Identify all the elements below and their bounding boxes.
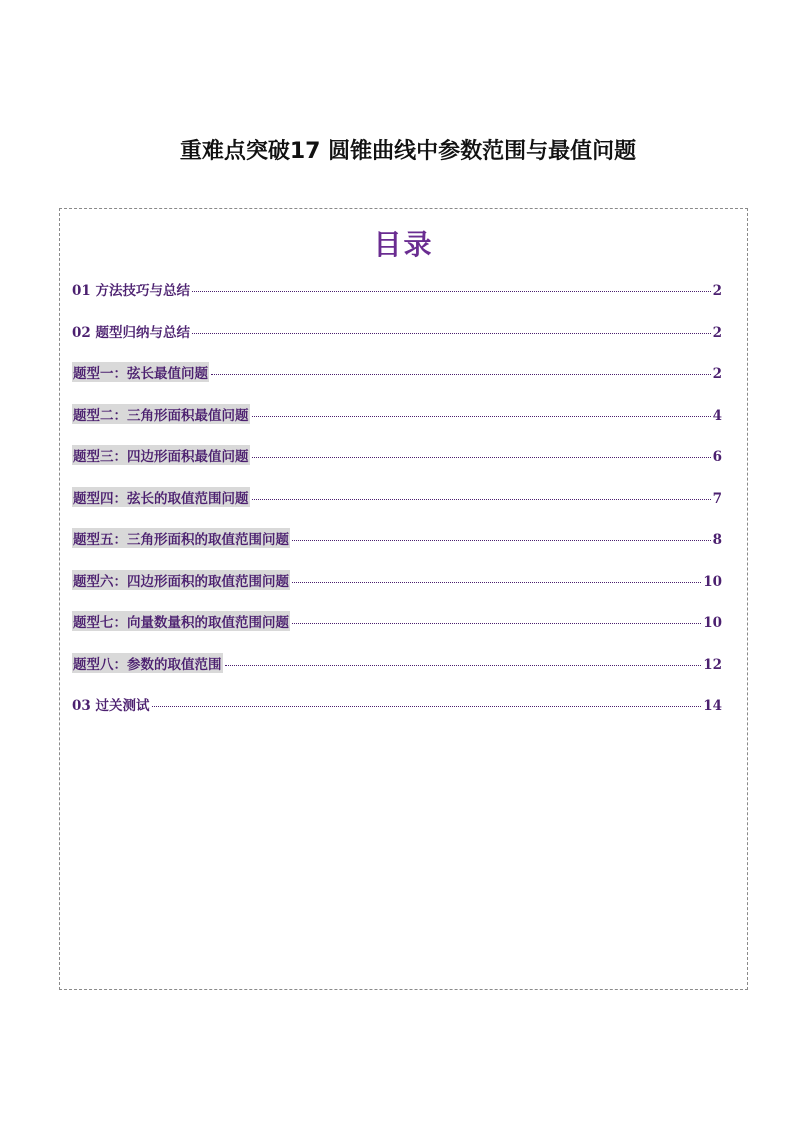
- toc-entry-label: 题型八：参数的取值范围: [72, 653, 223, 673]
- toc-dot-leader: [192, 323, 711, 334]
- toc-entry-subsection[interactable]: [72, 570, 722, 612]
- toc-entry-page-number: 7: [712, 490, 722, 507]
- toc-dot-leader: [252, 406, 711, 417]
- toc-dot-leader: [211, 364, 711, 375]
- toc-entry-subsection[interactable]: [72, 653, 722, 695]
- toc-entry-subsection[interactable]: [72, 528, 722, 570]
- toc-entry-subsection[interactable]: [72, 445, 722, 487]
- toc-entry-page-number: 12: [703, 656, 722, 673]
- table-of-contents-box: [59, 208, 748, 990]
- toc-entry-label: 题型六：四边形面积的取值范围问题: [72, 570, 290, 590]
- toc-entry-label: 题型三：四边形面积最值问题: [72, 445, 250, 465]
- toc-entry-label: 01 方法技巧与总结: [72, 283, 190, 299]
- toc-list: [72, 279, 722, 736]
- toc-dot-leader: [292, 530, 711, 541]
- toc-entry-page-number: 6: [712, 449, 722, 465]
- toc-dot-leader: [292, 613, 701, 624]
- toc-entry-page-number: 2: [712, 324, 722, 341]
- toc-entry-label: 02 题型归纳与总结: [72, 324, 190, 341]
- toc-entry-subsection[interactable]: [72, 611, 722, 653]
- toc-entry-page-number: 2: [712, 366, 722, 382]
- toc-entry-page-number: 10: [703, 573, 722, 590]
- toc-entry-page-number: 14: [703, 698, 722, 714]
- toc-entry-subsection[interactable]: [72, 362, 722, 404]
- toc-dot-leader: [252, 489, 711, 500]
- toc-dot-leader: [192, 281, 711, 292]
- toc-entry-page-number: 4: [712, 407, 722, 424]
- toc-entry-section[interactable]: [72, 321, 722, 363]
- toc-entry-page-number: 2: [712, 283, 722, 299]
- toc-entry-page-number: 8: [712, 532, 722, 548]
- toc-entry-section[interactable]: [72, 279, 722, 321]
- toc-heading: 目录: [373, 228, 434, 261]
- toc-entry-label: 题型一：弦长最值问题: [72, 362, 209, 382]
- document-title: 重难点突破17 圆锥曲线中参数范围与最值问题: [179, 139, 637, 164]
- toc-entry-label: 题型四：弦长的取值范围问题: [72, 487, 250, 507]
- toc-entry-label: 题型二：三角形面积最值问题: [72, 404, 250, 424]
- toc-dot-leader: [292, 572, 701, 583]
- toc-entry-label: 题型七：向量数量积的取值范围问题: [72, 611, 290, 631]
- toc-dot-leader: [252, 447, 711, 458]
- toc-entry-label: 03 过关测试: [72, 698, 150, 714]
- toc-dot-leader: [152, 696, 702, 707]
- toc-dot-leader: [225, 655, 702, 666]
- toc-entry-page-number: 10: [703, 615, 722, 631]
- toc-entry-subsection[interactable]: [72, 404, 722, 446]
- toc-entry-subsection[interactable]: [72, 487, 722, 529]
- toc-entry-label: 题型五：三角形面积的取值范围问题: [72, 528, 290, 548]
- toc-entry-section[interactable]: [72, 694, 722, 736]
